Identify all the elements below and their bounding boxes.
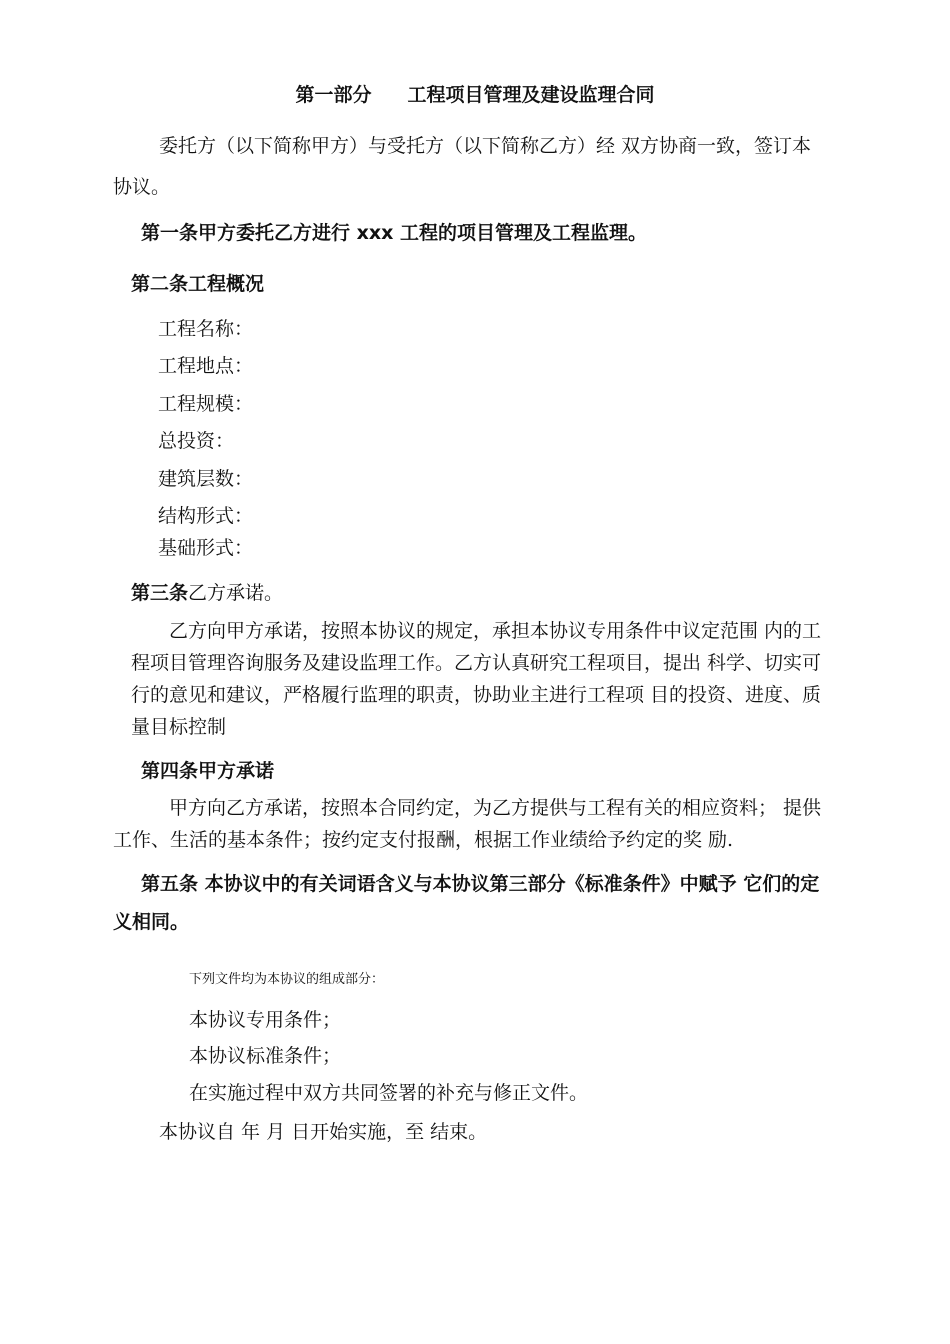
- project-location-label: 工程地点：: [158, 355, 254, 377]
- title-main: 工程项目管理及建设监理合同: [407, 84, 655, 106]
- article-4-line-2: 工作、生活的基本条件；按约定支付报酬，根据工作业绩给予约定的奖 励.: [113, 829, 734, 851]
- article-3-number: 第三条: [131, 582, 189, 604]
- project-scale-label: 工程规模：: [158, 393, 254, 415]
- title-part: 第一部分: [295, 84, 372, 106]
- article-3-line-3: 行的意见和建议，严格履行监理的职责，协助业主进行工程项 目的投资、进度、质: [131, 684, 822, 706]
- article-3-line-1: 乙方向甲方承诺，按照本协议的规定，承担本协议专用条件中议定范围 内的工: [169, 620, 822, 642]
- document-title: [0, 83, 950, 107]
- article-4-heading: 第四条甲方承诺: [141, 760, 275, 782]
- article-3-line-2: 程项目管理咨询服务及建设监理工作。乙方认真研究工程项目，提出 科学、切实可: [131, 652, 822, 674]
- intro-line-1: 委托方（以下简称甲方）与受托方（以下简称乙方）经 双方协商一致，签订本: [159, 135, 812, 157]
- document-item-supplements: 在实施过程中双方共同签署的补充与修正文件。: [189, 1082, 589, 1104]
- total-investment-label: 总投资：: [158, 430, 235, 452]
- foundation-type-label: 基础形式：: [158, 537, 254, 559]
- building-floors-label: 建筑层数：: [158, 468, 254, 490]
- document-item-standard-conditions: 本协议标准条件；: [189, 1045, 342, 1067]
- intro-line-2: 协议。: [113, 176, 171, 198]
- documents-intro: 下列文件均为本协议的组成部分：: [189, 972, 385, 987]
- article-3-title: 乙方承诺。: [188, 582, 284, 604]
- effective-date-line: 本协议自 年 月 日开始实施，至 结束。: [159, 1121, 488, 1143]
- article-1: 第一条甲方委托乙方进行 xxx 工程的项目管理及工程监理。: [141, 222, 647, 244]
- article-5-line-2: 义相同。: [113, 911, 190, 933]
- article-3-heading: [131, 581, 283, 605]
- document-item-special-conditions: 本协议专用条件；: [189, 1009, 342, 1031]
- structure-type-label: 结构形式：: [158, 505, 254, 527]
- article-3-line-4: 量目标控制: [131, 716, 227, 738]
- article-5-line-1: 第五条 本协议中的有关词语含义与本协议第三部分《标准条件》中赋予 它们的定: [141, 873, 820, 895]
- project-name-label: 工程名称：: [158, 318, 254, 340]
- article-2-heading: 第二条工程概况: [131, 273, 265, 295]
- article-4-line-1: 甲方向乙方承诺，按照本合同约定，为乙方提供与工程有关的相应资料； 提供: [169, 797, 822, 819]
